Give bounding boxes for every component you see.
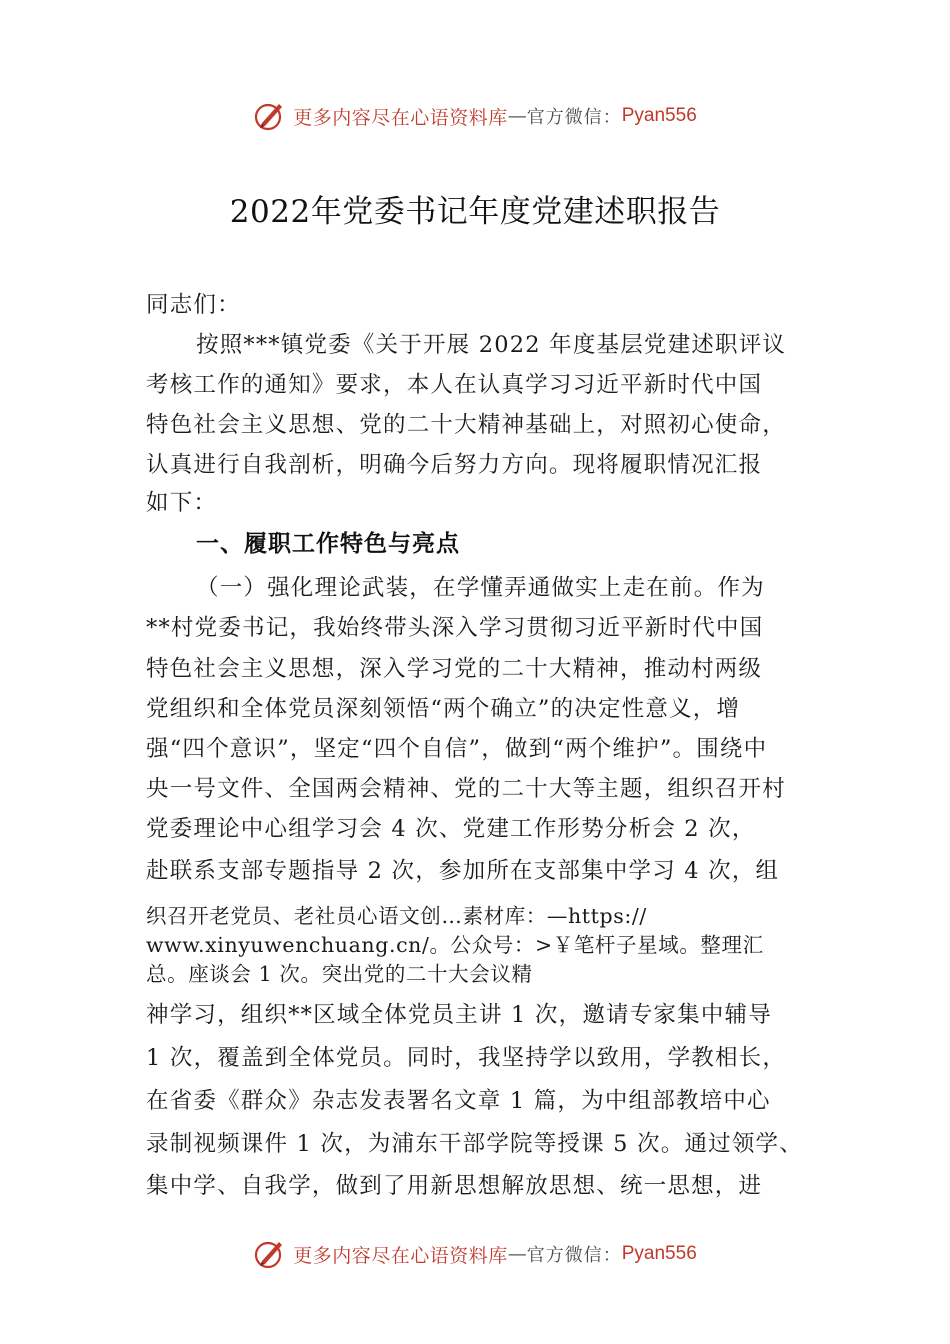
section-heading: 一、履职工作特色与亮点 xyxy=(196,531,460,557)
intro-line: 按照***镇党委《关于开展 2022 年度基层党建述职评议 xyxy=(196,332,787,358)
watermark-label: 官方微信： xyxy=(526,107,622,128)
body-line: 神学习，组织**区域全体党员主讲 1 次，邀请专家集中辅导 xyxy=(146,1002,772,1028)
watermark-dash: — xyxy=(507,1243,527,1265)
body-line: 录制视频课件 1 次，为浦东干部学院等授课 5 次。通过领学、 xyxy=(146,1131,803,1157)
body-line: 集中学、自我学，做到了用新思想解放思想、统一思想，进 xyxy=(146,1173,763,1199)
watermark-dash: — xyxy=(507,105,527,127)
body-line: 党委理论中心组学习会 4 次、党建工作形势分析会 2 次， xyxy=(146,816,756,842)
body-line: www.xinyuwenchuang.cn/。公众号：>￥笔杆子星域。整理汇 xyxy=(146,933,764,957)
watermark-label: 官方微信： xyxy=(526,1245,622,1266)
body-line: 1 次，覆盖到全体党员。同时，我坚持学以致用，学教相长， xyxy=(146,1045,787,1071)
intro-line: 认真进行自我剖析，明确今后努力方向。现将履职情况汇报 xyxy=(146,452,763,478)
body-line: 赴联系支部专题指导 2 次，参加所在支部集中学习 4 次，组 xyxy=(146,858,780,884)
body-line: （一）强化理论武装，在学懂弄通做实上走在前。作为 xyxy=(196,575,765,601)
watermark-wechat-id: Pyan556 xyxy=(621,1243,697,1264)
body-line: 总。座谈会 1 次。突出党的二十大会议精 xyxy=(146,962,533,986)
salutation: 同志们： xyxy=(146,292,241,318)
body-line: 央一号文件、全国两会精神、党的二十大等主题，组织召开村 xyxy=(146,776,786,802)
body-line: **村党委书记，我始终带头深入学习贯彻习近平新时代中国 xyxy=(146,615,764,641)
pen-logo-icon xyxy=(253,99,287,133)
watermark-brand: 更多内容尽在心语资料库 xyxy=(293,106,508,129)
intro-line: 考核工作的通知》要求，本人在认真学习习近平新时代中国 xyxy=(146,372,763,398)
watermark-banner-top xyxy=(0,96,950,136)
body-line: 在省委《群众》杂志发表署名文章 1 篇，为中组部教培中心 xyxy=(146,1088,771,1114)
watermark-brand: 更多内容尽在心语资料库 xyxy=(293,1244,508,1267)
intro-line: 如下： xyxy=(146,490,218,516)
body-line: 党组织和全体党员深刻领悟“两个确立”的决定性意义，增 xyxy=(146,696,741,722)
document-title: 2022年党委书记年度党建述职报告 xyxy=(229,194,721,230)
body-line: 强“四个意识”，坚定“四个自信”，做到“两个维护”。围绕中 xyxy=(146,736,768,762)
intro-line: 特色社会主义思想、党的二十大精神基础上，对照初心使命， xyxy=(146,412,786,438)
body-line: 特色社会主义思想，深入学习党的二十大精神，推动村两级 xyxy=(146,656,763,682)
pen-logo-icon xyxy=(253,1237,287,1271)
body-line: 织召开老党员、老社员心语文创…素材库：—https:// xyxy=(146,904,647,928)
watermark-wechat-id: Pyan556 xyxy=(621,105,697,126)
watermark-banner-bottom xyxy=(0,1234,950,1274)
